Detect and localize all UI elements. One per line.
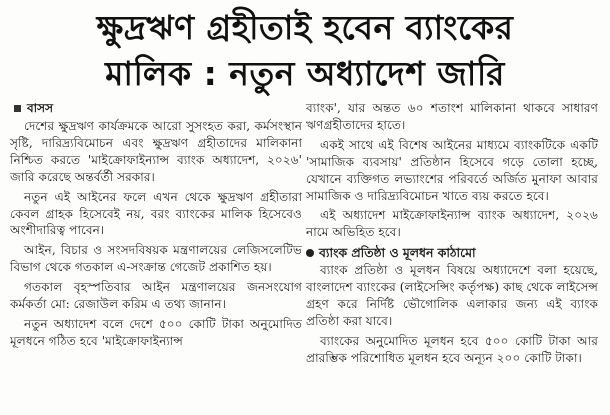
left-column xyxy=(10,100,302,353)
paragraph: দেশের ক্ষুদ্রঋণ কার্যক্রমকে আরো সুসংহত করা, কর্মসংস্থান সৃষ্টি, দারিদ্র্যবিমোচন এবং ক্ষুদ্রঋণ গ্রহীতাদের মালিকানা নিশ্চিত করতে 'মাইক্রোফাইন্যান্স ব্যাংক অধ্যাদেশ, ২০২৬' জারি করেছে অন্তর্বর্তী সরকার। xyxy=(10,119,302,184)
subhead-text: ব্যাংক প্রতিষ্ঠা ও মূলধন কাঠামো xyxy=(319,245,476,261)
paragraph: একই সাথে এই বিশেষ আইনের মাধ্যমে ব্যাংকটিকে একটি 'সামাজিক ব্যবসায়' প্রতিষ্ঠান হিসেবে গড়ে তোলা হচ্ছে, যেখানে ব্যক্তিগত লভ্যাংশের পরিবর্তে অর্জিত মুনাফা আবার সামাজিক ও দারিদ্র্যবিমোচন খাতে ব্যয় করতে হবে। xyxy=(306,137,598,203)
paragraph: ব্যাংক প্রতিষ্ঠা ও মূলধন বিষয়ে অধ্যাদেশে বলা হয়েছে, বাংলাদেশ ব্যাংকের (লাইসেন্সিং কর্তৃপক্ষ) কাছ থেকে লাইসেন্স গ্রহণ করে নির্দিষ্ট ভৌগোলিক এলাকার জন্য এই ব্যাংক প্রতিষ্ঠা করা যাবে। xyxy=(306,263,598,328)
section-subhead xyxy=(306,244,598,261)
headline-line-2: মালিক : নতুন অধ্যাদেশ জারি xyxy=(105,54,505,93)
byline-text: বাসস xyxy=(27,101,54,115)
paragraph: ব্যাংক', যার অন্তত ৬০ শতাংশ মালিকানা থাকবে সাধারণ ঋণগ্রহীতাদের হাতে। xyxy=(306,101,598,132)
bullet-square-icon xyxy=(14,105,21,112)
bullet-dot-icon xyxy=(306,249,314,257)
paragraph: ব্যাংকের অনুমোদিত মূলধন হবে ৫০০ কোটি টাকা আর প্রারম্ভিক পরিশোধিত মূলধন হবে অন্যূন ২০০ কোটি টাকা। xyxy=(306,333,598,365)
paragraph: গতকাল বৃহস্পতিবার আইন মন্ত্রণালয়ের জনসংযোগ কর্মকর্তা মো: রেজাউল করিম এ তথ্য জানান। xyxy=(10,280,302,312)
paragraph: আইন, বিচার ও সংসদবিষয়ক মন্ত্রণালয়ের লেজিসলেটিভ বিভাগ থেকে গতকাল এ-সংক্রান্ত গেজেট প্রকাশিত হয়। xyxy=(10,243,302,275)
byline xyxy=(10,100,302,116)
paragraph: নতুন অধ্যাদেশ বলে দেশে ৫০০ কোটি টাকা অনুমোদিত মূলধনে গঠিত হবে 'মাইক্রোফাইন্যান্স xyxy=(10,316,302,348)
right-column xyxy=(306,100,598,370)
paragraph: এই অধ্যাদেশ মাইক্রোফাইন্যান্স ব্যাংক অধ্যাদেশ, ২০২৬ নামে অভিহিত হবে। xyxy=(306,208,598,240)
headline-line-1: ক্ষুদ্রঋণ গ্রহীতাই হবেন ব্যাংকের xyxy=(96,8,514,47)
paragraph: নতুন এই আইনের ফলে এখন থেকে ক্ষুদ্রঋণ গ্রহীতারা কেবল গ্রাহক হিসেবেই নয়, বরং ব্যাংকের মালিক হিসেবেও অংশীদারিত্ব পাবেন। xyxy=(10,189,302,238)
